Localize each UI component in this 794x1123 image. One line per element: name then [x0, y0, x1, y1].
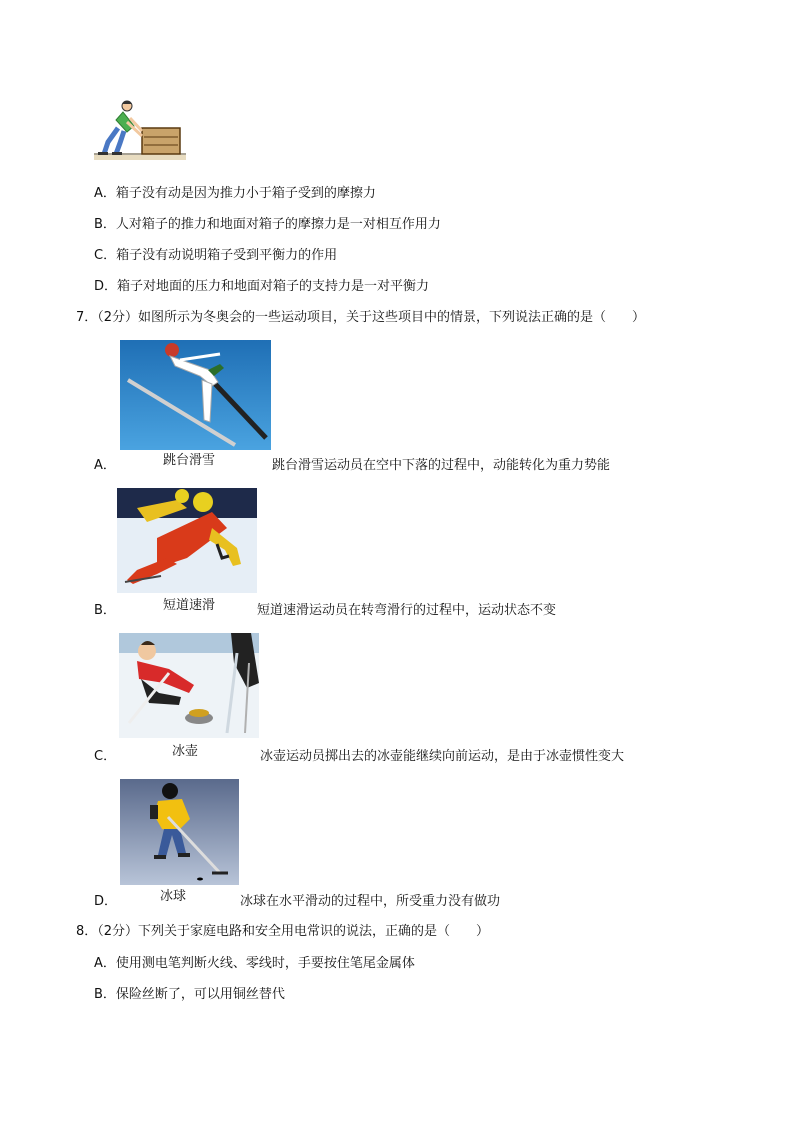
option-text: 箱子对地面的压力和地面对箱子的支持力是一对平衡力: [117, 279, 430, 294]
caption-curling: 冰壶: [172, 744, 199, 759]
caption-short-track: 短道速滑: [163, 598, 216, 613]
q7-stem: 7．（2分）如图所示为冬奥会的一些运动项目，关于这些项目中的情景，下列说法正确的是（ ）: [76, 310, 646, 325]
q8-option-b: [94, 986, 285, 1004]
option-letter: B．: [94, 987, 116, 1002]
q8-stem: 8．（2分）下列关于家庭电路和安全用电常识的说法，正确的是（ ）: [76, 924, 490, 939]
q7-option-d-text: 冰球在水平滑动的过程中，所受重力没有做功: [240, 894, 501, 909]
option-text: 箱子没有动是因为推力小于箱子受到的摩擦力: [115, 186, 376, 201]
q7-option-d-letter: D．: [94, 894, 118, 909]
option-text: 箱子没有动说明箱子受到平衡力的作用: [116, 248, 338, 263]
option-letter: D．: [94, 279, 118, 294]
option-letter: A．: [94, 186, 116, 201]
q7-option-b-text: 短道速滑运动员在转弯滑行的过程中，运动状态不变: [257, 603, 557, 618]
short-track-photo: [117, 488, 257, 593]
pushing-box-figure: [94, 98, 186, 160]
option-letter: B．: [94, 217, 116, 232]
q7-option-b-letter: B．: [94, 603, 116, 618]
q7-option-a-text: 跳台滑雪运动员在空中下落的过程中，动能转化为重力势能: [272, 458, 611, 473]
ice-hockey-photo: [120, 779, 239, 885]
q8-option-a: [94, 955, 415, 973]
option-text: 人对箱子的推力和地面对箱子的摩擦力是一对相互作用力: [115, 217, 441, 232]
q6-option-d: [94, 278, 429, 296]
ski-jumping-photo: [120, 340, 271, 450]
caption-ski-jumping: 跳台滑雪: [163, 453, 216, 468]
q6-option-b: [94, 216, 441, 234]
q7-option-a-letter: A．: [94, 458, 116, 473]
option-text: 使用测电笔判断火线、零线时，手要按住笔尾金属体: [115, 956, 415, 971]
q6-option-c: [94, 247, 337, 265]
option-text: 保险丝断了，可以用铜丝替代: [115, 987, 285, 1002]
caption-ice-hockey: 冰球: [160, 889, 187, 904]
option-letter: A．: [94, 956, 116, 971]
curling-photo: [119, 633, 259, 738]
q6-option-a: [94, 185, 376, 203]
q7-option-c-text: 冰壶运动员掷出去的冰壶能继续向前运动，是由于冰壶惯性变大: [260, 749, 625, 764]
option-letter: C．: [94, 248, 117, 263]
q7-option-c-letter: C．: [94, 749, 117, 764]
